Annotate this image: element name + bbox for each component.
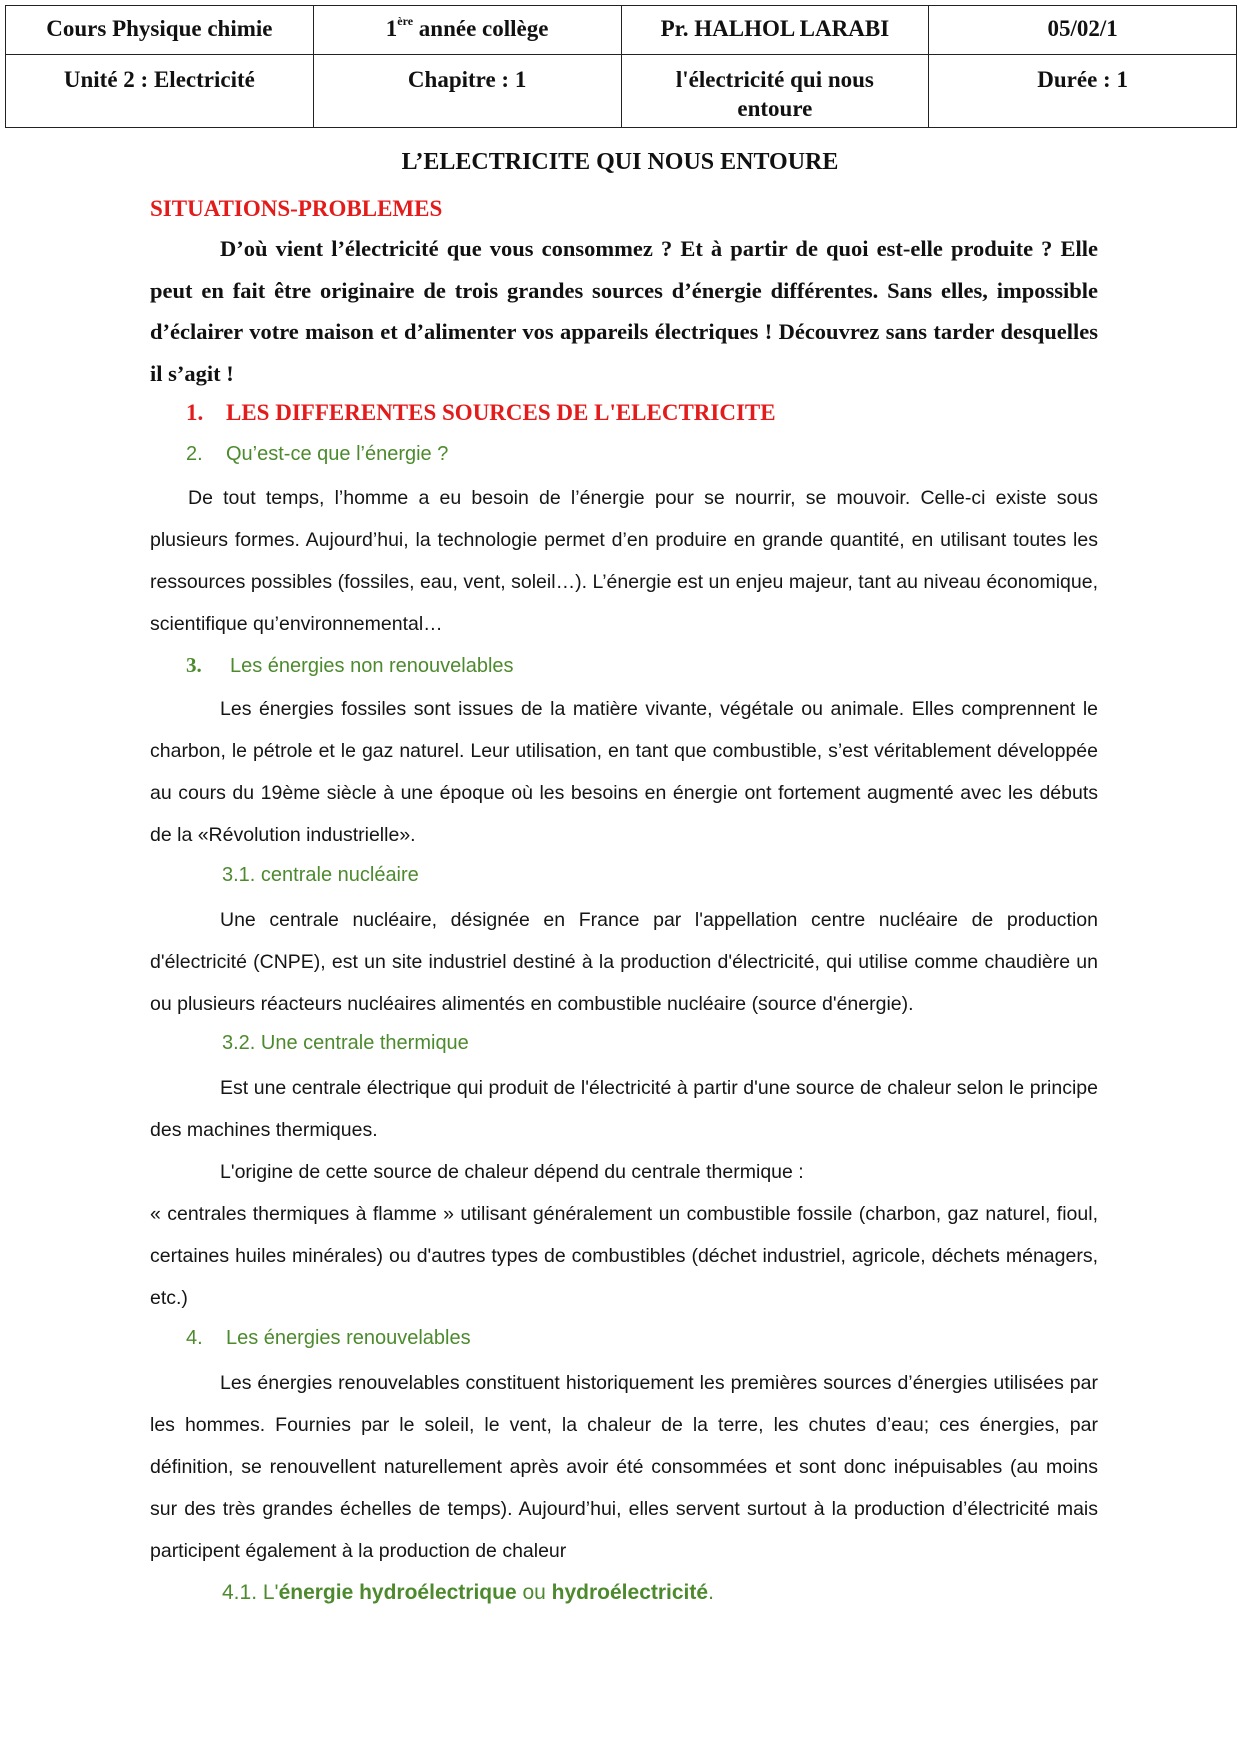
page-title: L’ELECTRICITE QUI NOUS ENTOURE: [401, 149, 839, 175]
header-topic: l'électricité qui nous entoure: [621, 55, 929, 128]
header-code: 05/02/1: [929, 6, 1237, 55]
section-3-1-heading: 3.1. centrale nucléaire: [222, 864, 419, 886]
section-4-heading: [186, 1327, 1086, 1350]
header-level-num: 1: [385, 16, 398, 41]
header-teacher: Pr. HALHOL LARABI: [621, 6, 929, 55]
header-duration: Durée : 1: [929, 55, 1237, 128]
section-3-2-text-2: L'origine de cette source de chaleur dépend du centrale thermique :: [220, 1161, 804, 1183]
section-3-title: Les énergies non renouvelables: [230, 655, 514, 677]
section-1-heading: [186, 400, 1086, 426]
section-4-1-mid: ou: [516, 1581, 552, 1604]
header-unit: Unité 2 : Electricité: [6, 55, 314, 128]
section-1-title: LES DIFFERENTES SOURCES DE L'ELECTRICITE: [226, 400, 776, 425]
section-4-1-heading: [222, 1581, 1082, 1605]
header-row-2: [6, 55, 1237, 128]
section-4-text: Les énergies renouvelables constituent historiquement les premières sources d’énergies utilisées par les hommes. Fournies par le soleil, le vent, la chaleur de la terre, les chutes d’eau; ces énergies, par définition, se renouvellent naturellement après avoir été consommées et sont donc inépuisables (au moins sur des très grandes échelles de temps). Aujourd’hui, elles servent surtout à la production d’électricité mais participent également à la production de chaleur: [150, 1372, 1098, 1562]
section-2-number: 2.: [186, 443, 203, 465]
section-2-title: Qu’est-ce que l’énergie ?: [226, 443, 449, 465]
section-4-title: Les énergies renouvelables: [226, 1327, 471, 1349]
section-1-number: 1.: [186, 400, 204, 425]
section-4-1-prefix: 4.1. L': [222, 1581, 279, 1604]
section-3-2-text: Est une centrale électrique qui produit de l'électricité à partir d'une source de chaleur selon le principe des machines thermiques.: [150, 1077, 1098, 1141]
situations-heading: SITUATIONS-PROBLEMES: [150, 196, 443, 221]
situations-text: D’où vient l’électricité que vous consommez ? Et à partir de quoi est-elle produite ? Elle peut en fait être originaire de trois grandes sources d’énergie différentes. Sans elles, impossible d’éclairer votre maison et d’alimenter vos appareils électriques ! Découvrez sans tarder desquelles il s’agit !: [150, 236, 1098, 386]
section-3-heading: [186, 653, 1086, 678]
header-level-rest: année collège: [413, 16, 549, 41]
section-3-number: 3.: [186, 653, 202, 677]
section-2-heading: [186, 443, 1086, 466]
header-level-sup: ère: [397, 14, 414, 28]
section-3-text: Les énergies fossiles sont issues de la matière vivante, végétale ou animale. Elles comprennent le charbon, le pétrole et le gaz naturel. Leur utilisation, en tant que combustible, s’est véritablement développée au cours du 19ème siècle à une époque où les besoins en énergie ont fortement augmenté avec les débuts de la «Révolution industrielle».: [150, 698, 1098, 846]
section-3-2-heading: 3.2. Une centrale thermique: [222, 1032, 469, 1054]
section-4-1-suffix: .: [708, 1581, 714, 1604]
header-course: Cours Physique chimie: [6, 6, 314, 55]
section-3-1-text: Une centrale nucléaire, désignée en France par l'appellation centre nucléaire de production d'électricité (CNPE), est un site industriel destiné à la production d'électricité, qui utilise comme chaudière un ou plusieurs réacteurs nucléaires alimentés en combustible nucléaire (source d'énergie).: [150, 909, 1098, 1015]
section-4-1-term-1: énergie hydroélectrique: [278, 1581, 517, 1604]
section-4-1-term-2: hydroélectricité: [551, 1581, 709, 1604]
section-2-text: De tout temps, l’homme a eu besoin de l’énergie pour se nourrir, se mouvoir. Celle-ci existe sous plusieurs formes. Aujourd’hui, la technologie permet d’en produire en grande quantité, en utilisant toutes les ressources possibles (fossiles, eau, vent, soleil…). L’énergie est un enjeu majeur, tant au niveau économique, scientifique qu’environnemental…: [150, 487, 1098, 635]
header-level: [313, 6, 621, 55]
section-3-2-text-3: « centrales thermiques à flamme » utilisant généralement un combustible fossile (charbon, gaz naturel, fioul, certaines huiles minérales) ou d'autres types de combustibles (déchet industriel, agricole, déchets ménagers, etc.): [150, 1203, 1098, 1309]
header-chapter: Chapitre : 1: [313, 55, 621, 128]
header-table: [5, 5, 1237, 128]
header-row-1: [6, 6, 1237, 55]
section-4-number: 4.: [186, 1327, 203, 1349]
